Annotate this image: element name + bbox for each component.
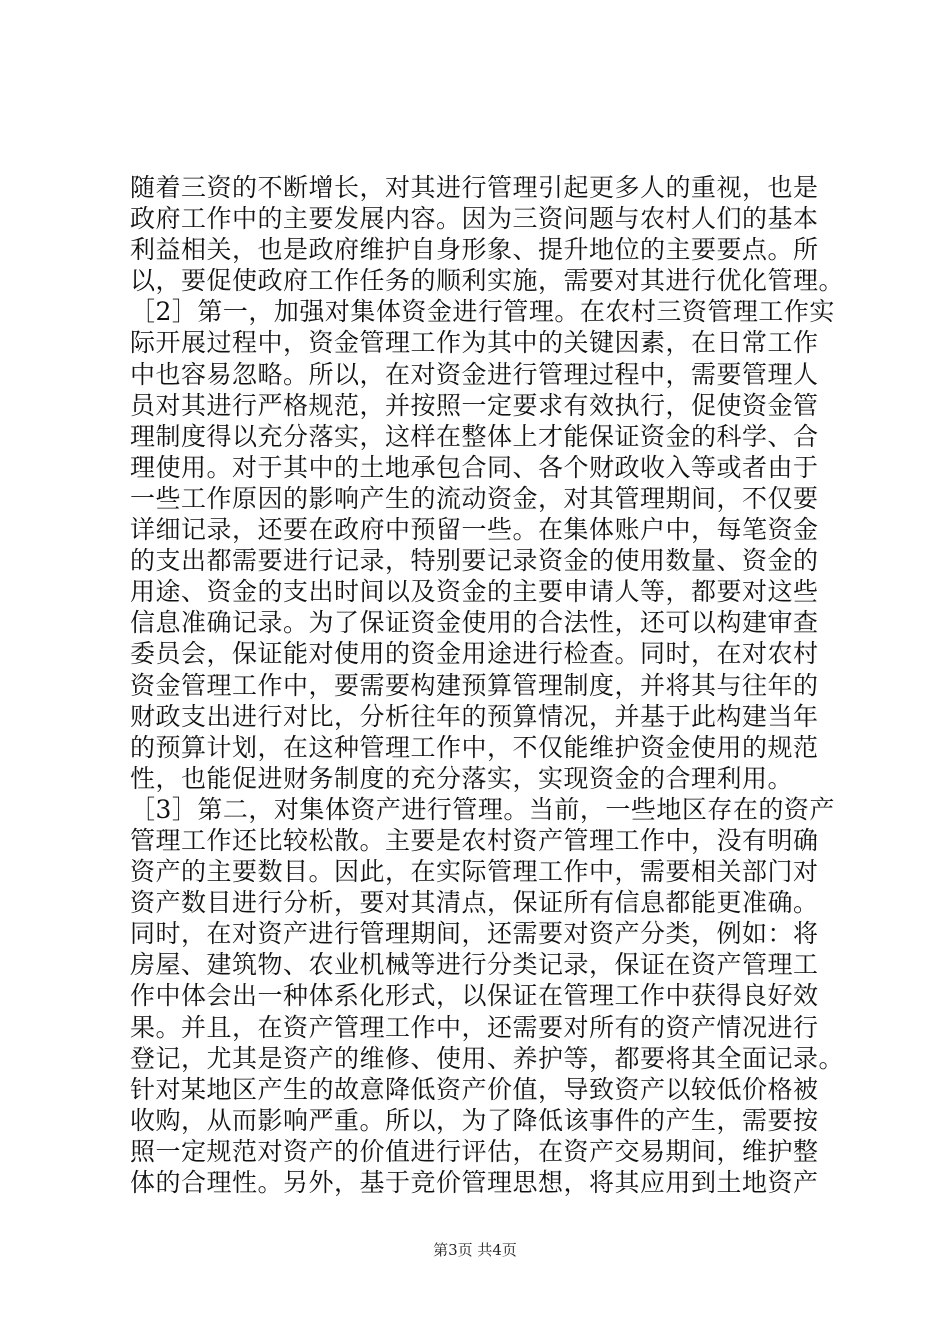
text-line: 理制度得以充分落实，这样在整体上才能保证资金的科学、合 xyxy=(130,421,819,451)
text-line: 同时，在对资产进行管理期间，还需要对资产分类，例如：将 xyxy=(130,919,819,949)
text-line: 照一定规范对资产的价值进行评估，在资产交易期间，维护整 xyxy=(130,1136,819,1166)
text-line: 的支出都需要进行记录，特别要记录资金的使用数量、资金的 xyxy=(130,546,819,576)
text-line: 以，要促使政府工作任务的顺利实施，需要对其进行优化管理。 xyxy=(130,266,845,296)
page-footer xyxy=(0,1239,950,1260)
text-line: 房屋、建筑物、农业机械等进行分类记录，保证在资产管理工 xyxy=(130,950,819,980)
text-line: 果。并且，在资产管理工作中，还需要对所有的资产情况进行 xyxy=(130,1012,819,1042)
text-line: 政府工作中的主要发展内容。因为三资问题与农村人们的基本 xyxy=(130,204,819,234)
text-line: 利益相关，也是政府维护自身形象、提升地位的主要要点。所 xyxy=(130,235,819,265)
text-line: 的预算计划，在这种管理工作中，不仅能维护资金使用的规范 xyxy=(130,732,819,762)
text-line: 用途、资金的支出时间以及资金的主要申请人等，都要对这些 xyxy=(130,577,819,607)
text-line: 财政支出进行对比，分析往年的预算情况，并基于此构建当年 xyxy=(130,701,819,731)
text-line: 员对其进行严格规范，并按照一定要求有效执行，促使资金管 xyxy=(130,390,819,420)
text-line: 委员会，保证能对使用的资金用途进行检查。同时，在对农村 xyxy=(130,639,819,669)
text-line: 资产的主要数目。因此，在实际管理工作中，需要相关部门对 xyxy=(130,857,819,887)
text-line: 资金管理工作中，要需要构建预算管理制度，并将其与往年的 xyxy=(130,670,819,700)
text-line: 中也容易忽略。所以，在对资金进行管理过程中，需要管理人 xyxy=(130,359,819,389)
text-line: 收购，从而影响严重。所以，为了降低该事件的产生，需要按 xyxy=(130,1105,819,1135)
text-line: 随着三资的不断增长，对其进行管理引起更多人的重视，也是 xyxy=(130,173,819,202)
text-line: ［2］第一，加强对集体资金进行管理。在农村三资管理工作实 xyxy=(130,297,835,327)
text-line: ［3］第二，对集体资产进行管理。当前，一些地区存在的资产 xyxy=(130,794,835,824)
text-line: 体的合理性。另外，基于竞价管理思想，将其应用到土地资产 xyxy=(130,1168,819,1197)
text-line: 理使用。对于其中的土地承包合同、各个财政收入等或者由于 xyxy=(130,452,819,482)
text-line: 登记，尤其是资产的维修、使用、养护等，都要将其全面记录。 xyxy=(130,1043,845,1073)
text-line: 际开展过程中，资金管理工作为其中的关键因素，在日常工作 xyxy=(130,328,819,358)
text-line: 作中体会出一种体系化形式，以保证在管理工作中获得良好效 xyxy=(130,981,819,1011)
body-text xyxy=(130,172,845,1198)
text-line: 针对某地区产生的故意降低资产价值，导致资产以较低价格被 xyxy=(130,1074,819,1104)
text-line: 信息准确记录。为了保证资金使用的合法性，还可以构建审查 xyxy=(130,608,819,638)
page-number: 第3页 共4页 xyxy=(433,1241,517,1259)
text-line: 详细记录，还要在政府中预留一些。在集体账户中，每笔资金 xyxy=(130,515,819,545)
text-line: 性，也能促进财务制度的充分落实，实现资金的合理利用。 xyxy=(130,763,794,793)
text-line: 管理工作还比较松散。主要是农村资产管理工作中，没有明确 xyxy=(130,825,819,855)
text-line: 一些工作原因的影响产生的流动资金，对其管理期间，不仅要 xyxy=(130,483,819,513)
text-line: 资产数目进行分析，要对其清点，保证所有信息都能更准确。 xyxy=(130,888,819,918)
